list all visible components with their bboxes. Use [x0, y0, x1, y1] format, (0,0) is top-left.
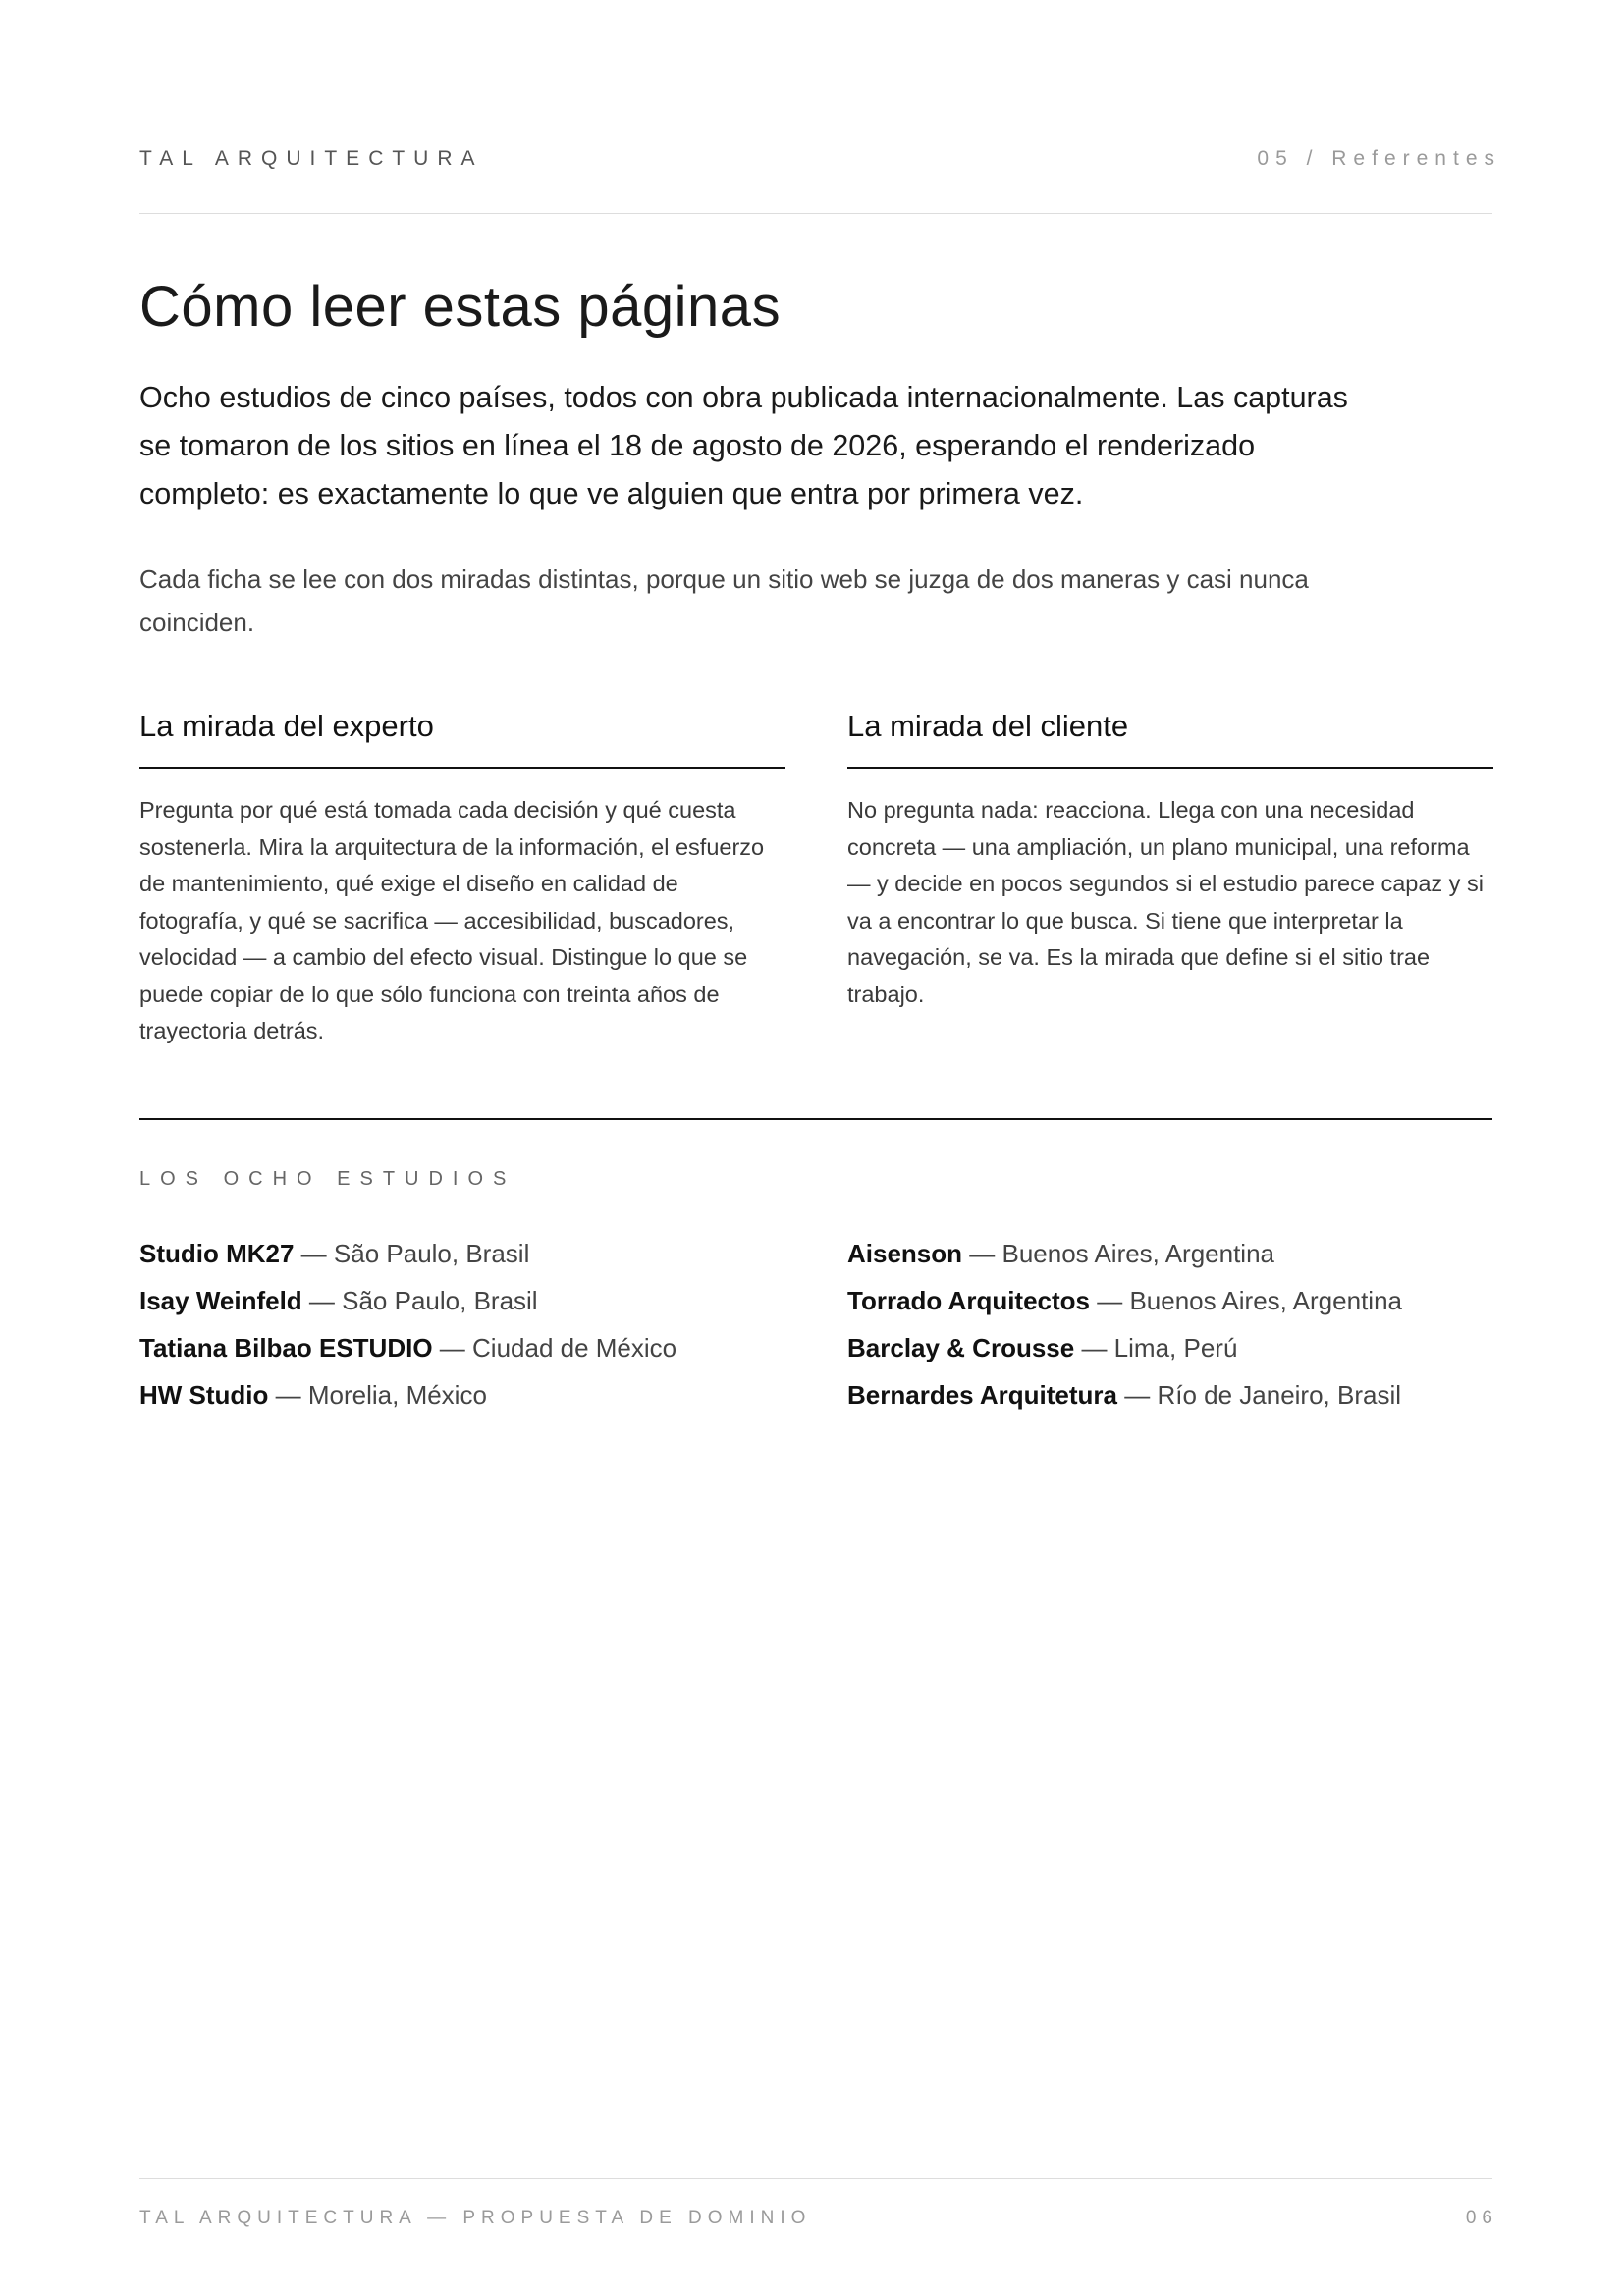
page-title: Cómo leer estas páginas	[139, 275, 782, 339]
studio-item	[139, 1277, 778, 1324]
studios-list-left	[139, 1230, 778, 1418]
studio-item	[139, 1324, 778, 1371]
document-page	[139, 0, 1501, 2296]
header-divider	[139, 213, 1492, 214]
section-divider	[139, 1118, 1492, 1120]
intro-paragraph: Cada ficha se lee con dos miradas distintas, porque un sitio web se juzga de dos maneras y casi nunca coinciden.	[139, 564, 1309, 637]
client-column	[847, 705, 1493, 1013]
studio-location: — Buenos Aires, Argentina	[1090, 1286, 1402, 1315]
studio-item	[847, 1324, 1486, 1371]
expert-column	[139, 705, 785, 1050]
client-heading: La mirada del cliente	[847, 709, 1129, 743]
expert-divider	[139, 767, 785, 769]
studio-name: Barclay & Crousse	[847, 1333, 1075, 1362]
studio-name: HW Studio	[139, 1380, 269, 1410]
studio-location: — São Paulo, Brasil	[301, 1286, 538, 1315]
studio-location: — São Paulo, Brasil	[294, 1239, 530, 1268]
lead-paragraph: Ocho estudios de cinco países, todos con obra publicada internacionalmente. Las capturas se tomaron de los sitios en línea el 18 de agosto de 2026, esperando el renderizado completo: es exactamente lo que ve alguien que entra por primera vez.	[139, 381, 1348, 510]
expert-heading: La mirada del experto	[139, 709, 434, 743]
studio-name: Torrado Arquitectos	[847, 1286, 1091, 1315]
header-brand: TAL ARQUITECTURA	[139, 147, 484, 170]
studio-name: Studio MK27	[139, 1239, 295, 1268]
studios-label: LOS OCHO ESTUDIOS	[139, 1168, 516, 1190]
client-body: No pregunta nada: reacciona. Llega con una necesidad concreta — una ampliación, un plano municipal, una reforma — y decide en pocos segundos si el estudio parece capaz y si va a encontrar lo que busca. Si tiene que interpretar la navegación, se va. Es la mirada que define si el sitio trae trabajo.	[847, 797, 1484, 1007]
studio-item	[139, 1371, 778, 1418]
footer-divider	[139, 2178, 1492, 2179]
page-number: 06	[1465, 2208, 1498, 2228]
studio-location: — Río de Janeiro, Brasil	[1117, 1380, 1402, 1410]
studio-location: — Morelia, México	[268, 1380, 487, 1410]
studio-location: — Buenos Aires, Argentina	[962, 1239, 1274, 1268]
studio-name: Tatiana Bilbao ESTUDIO	[139, 1333, 433, 1362]
client-divider	[847, 767, 1493, 769]
studio-item	[847, 1277, 1486, 1324]
page-header	[139, 147, 1501, 175]
studio-name: Isay Weinfeld	[139, 1286, 302, 1315]
footer-title: TAL ARQUITECTURA — PROPUESTA DE DOMINIO	[139, 2208, 812, 2228]
studio-item	[139, 1230, 778, 1277]
expert-body: Pregunta por qué está tomada cada decisión y qué cuesta sostenerla. Mira la arquitectura de la información, el esfuerzo de mantenimiento, qué exige el diseño en calidad de fotografía, y qué se sacrifica — accesibilidad, buscadores, velocidad — a cambio del efecto visual. Distingue lo que se puede copiar de lo que sólo funciona con treinta años de trayectoria detrás.	[139, 797, 765, 1043]
studio-location: — Ciudad de México	[432, 1333, 677, 1362]
studio-location: — Lima, Perú	[1074, 1333, 1238, 1362]
studio-name: Bernardes Arquitetura	[847, 1380, 1117, 1410]
studios-list-right	[847, 1230, 1486, 1418]
studio-name: Aisenson	[847, 1239, 963, 1268]
header-section: 05 / Referentes	[1257, 147, 1501, 170]
studio-item	[847, 1230, 1486, 1277]
studio-item	[847, 1371, 1486, 1418]
